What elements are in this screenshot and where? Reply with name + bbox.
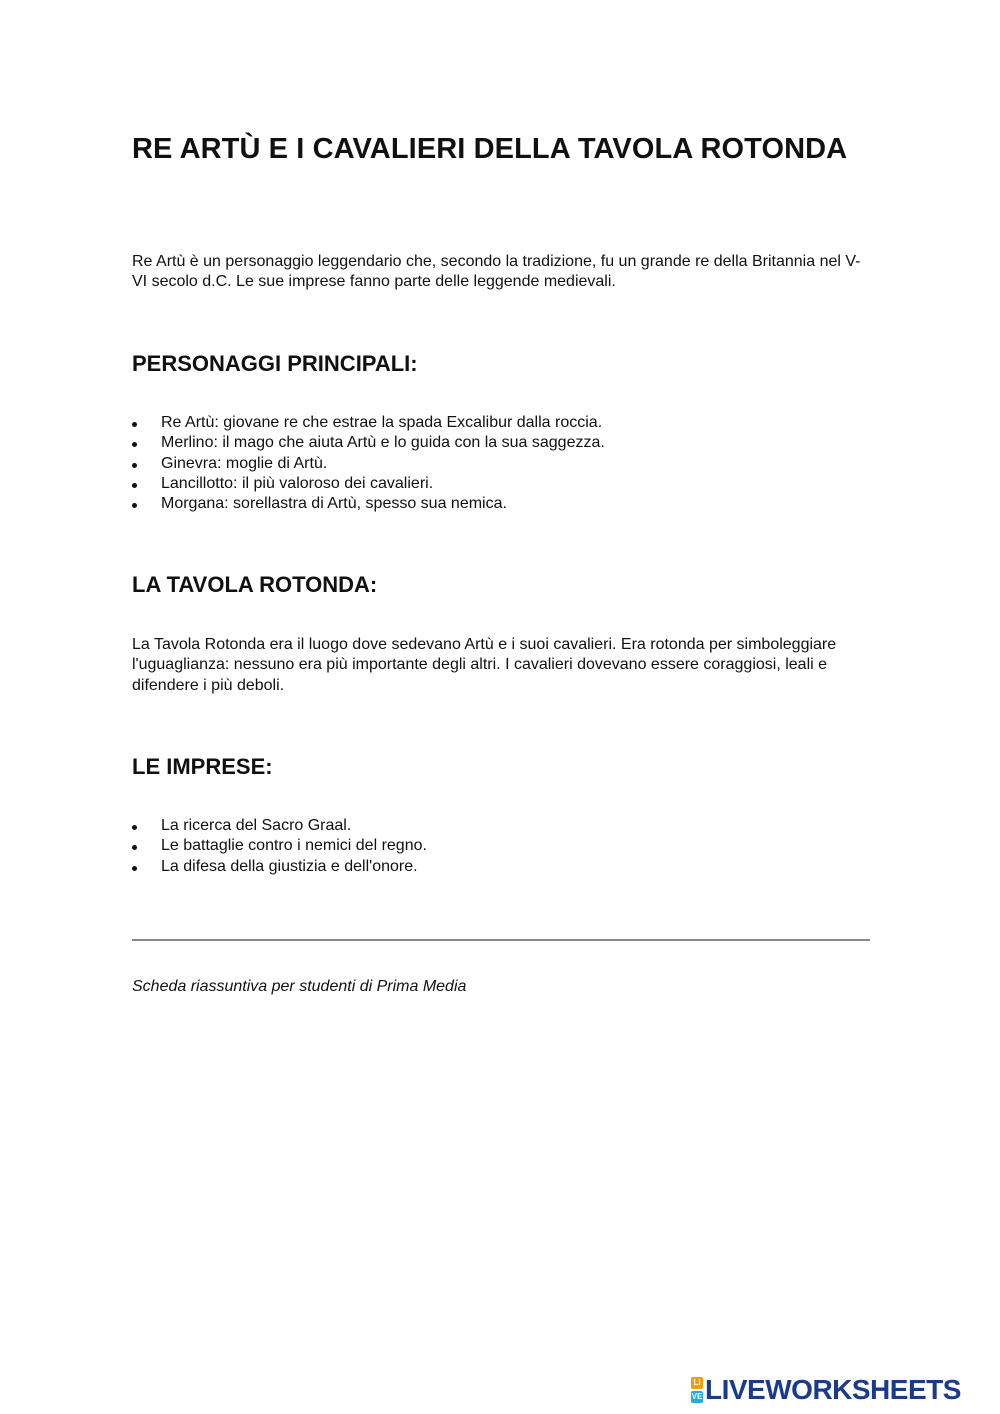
- list-item: [132, 433, 872, 453]
- bullet-icon: [132, 825, 137, 830]
- page-title: RE ARTÙ E I CAVALIERI DELLA TAVOLA ROTONDA: [132, 133, 848, 165]
- list-item-text: La difesa della giustizia e dell'onore.: [161, 857, 418, 875]
- list-item-text: Le battaglie contro i nemici del regno.: [161, 837, 427, 855]
- list-item: [132, 474, 872, 494]
- horizontal-divider: [132, 939, 870, 941]
- brand-mark-icon: [691, 1377, 703, 1403]
- list-item-text: Re Artù: giovane re che estrae la spada Excalibur dalla roccia.: [161, 414, 603, 431]
- bullet-icon: [132, 483, 137, 488]
- personaggi-list: [132, 413, 872, 514]
- list-item-text: Lancillotto: il più valoroso dei cavalieri.: [161, 474, 434, 492]
- list-item-text: Ginevra: moglie di Artù.: [161, 454, 328, 472]
- list-item: [132, 816, 872, 836]
- brand-name: LIVEWORKSHEETS: [705, 1374, 961, 1405]
- bullet-icon: [132, 503, 137, 508]
- tavola-paragraph: La Tavola Rotonda era il luogo dove sedevano Artù e i suoi cavalieri. Era rotonda per simboleggiare l'uguaglianza: nessuno era più importante degli altri. I cavalieri dovevano essere coraggiosi, leali e difendere i più deboli.: [132, 636, 837, 694]
- imprese-list: [132, 816, 872, 877]
- footer-note: Scheda riassuntiva per studenti di Prima Media: [132, 978, 467, 995]
- list-item: [132, 454, 872, 474]
- list-item-text: Morgana: sorellastra di Artù, spesso sua nemica.: [161, 495, 507, 513]
- list-item-text: La ricerca del Sacro Graal.: [161, 817, 352, 834]
- list-item: [132, 494, 872, 514]
- list-item: [132, 836, 872, 856]
- bullet-icon: [132, 442, 137, 447]
- section-heading-tavola: LA TAVOLA ROTONDA:: [132, 572, 378, 597]
- intro-paragraph: Re Artù è un personaggio leggendario che, secondo la tradizione, fu un grande re della Britannia nel V-VI secolo d.C. Le sue imprese fanno parte delle leggende medievali.: [132, 253, 861, 291]
- section-heading-personaggi: PERSONAGGI PRINCIPALI:: [132, 351, 418, 376]
- bullet-icon: [132, 463, 137, 468]
- brand-mark-bottom: VE: [691, 1392, 703, 1401]
- section-heading-imprese: LE IMPRESE:: [132, 754, 273, 779]
- liveworksheets-logo: [691, 1375, 961, 1405]
- bullet-icon: [132, 422, 137, 427]
- bullet-icon: [132, 845, 137, 850]
- list-item: [132, 857, 872, 877]
- list-item-text: Merlino: il mago che aiuta Artù e lo guida con la sua saggezza.: [161, 434, 605, 452]
- bullet-icon: [132, 866, 137, 871]
- list-item: [132, 413, 872, 433]
- brand-mark-top: LI: [691, 1377, 703, 1389]
